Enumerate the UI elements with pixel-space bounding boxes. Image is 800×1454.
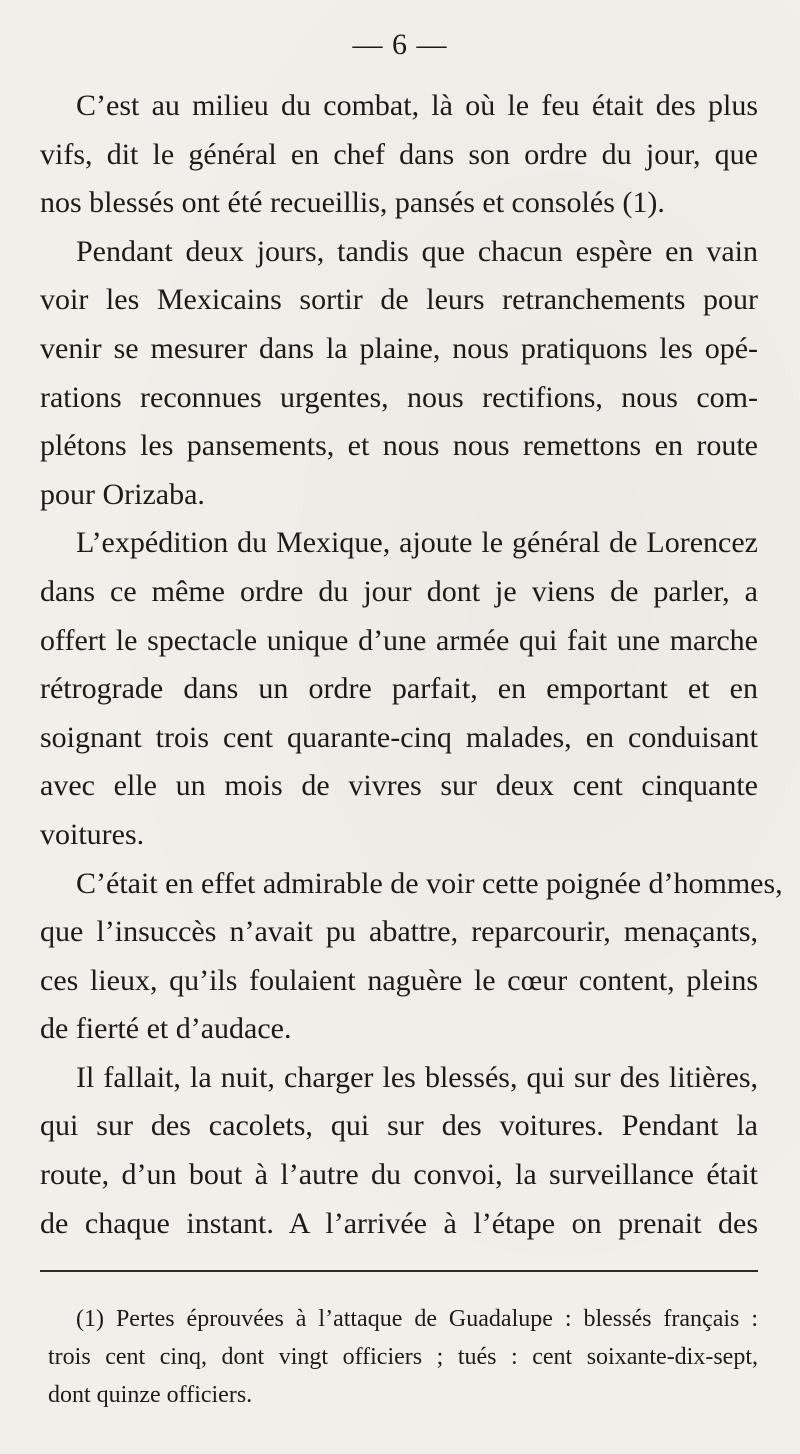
footnote-divider xyxy=(40,1270,758,1272)
text-line: Il fallait, la nuit, charger les blessés, qui sur des litières, xyxy=(76,1060,758,1094)
text-line: rations reconnues urgentes, nous rectifions, nous com- xyxy=(40,380,758,414)
body-text xyxy=(40,82,783,1248)
text-line: avec elle un mois de vivres sur deux cent cinquante xyxy=(40,769,758,803)
text-line: Pendant deux jours, tandis que chacun espère en vain xyxy=(76,234,758,268)
footnote-line: (1) Pertes éprouvées à l’attaque de Guadalupe : blessés français : xyxy=(76,1306,758,1332)
footnote-line: trois cent cinq, dont vingt officiers ; tués : cent soixante-dix-sept, xyxy=(48,1344,758,1370)
text-line: pour Orizaba. xyxy=(40,477,205,511)
text-line: qui sur des cacolets, qui sur des voitures. Pendant la xyxy=(40,1109,758,1143)
text-line: voir les Mexicains sortir de leurs retranchements pour xyxy=(40,283,758,317)
text-line: C’est au milieu du combat, là où le feu était des plus xyxy=(76,89,758,122)
page-number: — 6 — xyxy=(352,28,448,61)
text-line: nos blessés ont été recueillis, pansés et consolés (1). xyxy=(40,186,665,220)
text-line: rétrograde dans un ordre parfait, en emportant et en xyxy=(40,672,758,706)
text-line: vifs, dit le général en chef dans son ordre du jour, que xyxy=(40,137,758,171)
text-line: soignant trois cent quarante-cinq malades, en conduisant xyxy=(40,720,758,754)
text-line: de chaque instant. A l’arrivée à l’étape on prenait des xyxy=(40,1206,758,1240)
text-line: dans ce même ordre du jour dont je viens de parler, a xyxy=(40,574,758,608)
text-line: voitures. xyxy=(40,817,145,851)
paragraph-3 xyxy=(40,519,758,859)
paragraph-4 xyxy=(40,860,783,1054)
paragraph-5 xyxy=(40,1054,758,1248)
text-line: ces lieux, qu’ils foulaient naguère le cœur content, pleins xyxy=(40,963,758,997)
paragraph-2 xyxy=(40,228,758,520)
text-line: route, d’un bout à l’autre du convoi, la surveillance était xyxy=(40,1158,758,1192)
text-line: que l’insuccès n’avait pu abattre, reparcourir, menaçants, xyxy=(40,915,758,949)
text-line: C’était en effet admirable de voir cette poignée d’hommes, xyxy=(76,866,783,900)
paragraph-1 xyxy=(40,82,758,228)
footnote-line: dont quinze officiers. xyxy=(48,1382,253,1408)
text-line: offert le spectacle unique d’une armée qui fait une marche xyxy=(40,623,758,657)
text-line: plétons les pansements, et nous nous remettons en route xyxy=(40,429,758,463)
text-line: venir se mesurer dans la plaine, nous pratiquons les opé- xyxy=(40,331,758,365)
footnote xyxy=(48,1300,758,1414)
text-line: L’expédition du Mexique, ajoute le général de Lorencez xyxy=(76,526,758,560)
text-line: de fierté et d’audace. xyxy=(40,1012,292,1046)
